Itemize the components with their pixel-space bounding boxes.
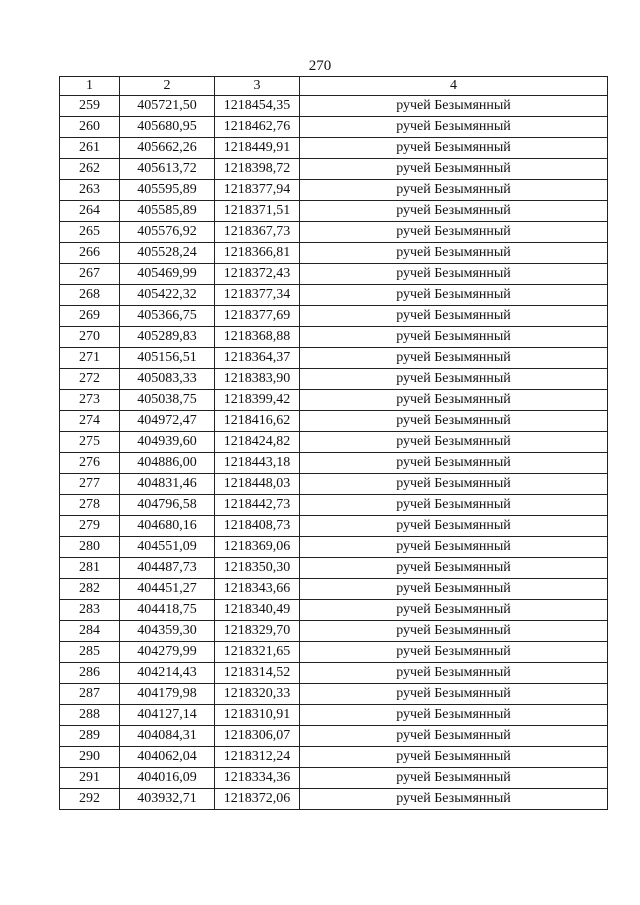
table-row (60, 453, 608, 474)
point-number-cell: 289 (60, 726, 120, 747)
page-number: 270 (308, 58, 332, 74)
object-name-cell: ручей Безымянный (300, 537, 608, 558)
point-number-cell: 277 (60, 474, 120, 495)
table-row (60, 432, 608, 453)
y-coordinate-cell: 1218448,03 (215, 474, 300, 495)
y-coordinate-cell: 1218329,70 (215, 621, 300, 642)
table-row (60, 327, 608, 348)
y-coordinate-cell: 1218377,69 (215, 306, 300, 327)
y-coordinate-cell: 1218443,18 (215, 453, 300, 474)
y-coordinate-cell: 1218334,36 (215, 768, 300, 789)
x-coordinate-cell: 405366,75 (120, 306, 215, 327)
object-name-cell: ручей Безымянный (300, 96, 608, 117)
object-name-cell: ручей Безымянный (300, 684, 608, 705)
table-row (60, 600, 608, 621)
object-name-cell: ручей Безымянный (300, 411, 608, 432)
x-coordinate-cell: 404680,16 (120, 516, 215, 537)
y-coordinate-cell: 1218364,37 (215, 348, 300, 369)
y-coordinate-cell: 1218399,42 (215, 390, 300, 411)
point-number-cell: 275 (60, 432, 120, 453)
table-body (60, 96, 608, 810)
y-coordinate-cell: 1218310,91 (215, 705, 300, 726)
table-row (60, 264, 608, 285)
column-header-4: 4 (300, 77, 608, 96)
table-row (60, 369, 608, 390)
object-name-cell: ручей Безымянный (300, 726, 608, 747)
point-number-cell: 273 (60, 390, 120, 411)
point-number-cell: 271 (60, 348, 120, 369)
y-coordinate-cell: 1218312,24 (215, 747, 300, 768)
x-coordinate-cell: 404972,47 (120, 411, 215, 432)
table-row (60, 243, 608, 264)
table-row (60, 96, 608, 117)
y-coordinate-cell: 1218383,90 (215, 369, 300, 390)
point-number-cell: 267 (60, 264, 120, 285)
y-coordinate-cell: 1218454,35 (215, 96, 300, 117)
table-row (60, 222, 608, 243)
object-name-cell: ручей Безымянный (300, 642, 608, 663)
table-row (60, 495, 608, 516)
y-coordinate-cell: 1218442,73 (215, 495, 300, 516)
table-row (60, 621, 608, 642)
table-row (60, 663, 608, 684)
table-row (60, 558, 608, 579)
table-row (60, 789, 608, 810)
object-name-cell: ручей Безымянный (300, 306, 608, 327)
object-name-cell: ручей Безымянный (300, 516, 608, 537)
y-coordinate-cell: 1218372,43 (215, 264, 300, 285)
object-name-cell: ручей Безымянный (300, 621, 608, 642)
point-number-cell: 279 (60, 516, 120, 537)
object-name-cell: ручей Безымянный (300, 579, 608, 600)
object-name-cell: ручей Безымянный (300, 180, 608, 201)
point-number-cell: 264 (60, 201, 120, 222)
y-coordinate-cell: 1218367,73 (215, 222, 300, 243)
point-number-cell: 291 (60, 768, 120, 789)
point-number-cell: 276 (60, 453, 120, 474)
table-row (60, 768, 608, 789)
y-coordinate-cell: 1218424,82 (215, 432, 300, 453)
table-row (60, 684, 608, 705)
object-name-cell: ручей Безымянный (300, 432, 608, 453)
object-name-cell: ручей Безымянный (300, 348, 608, 369)
y-coordinate-cell: 1218320,33 (215, 684, 300, 705)
x-coordinate-cell: 405469,99 (120, 264, 215, 285)
y-coordinate-cell: 1218368,88 (215, 327, 300, 348)
object-name-cell: ручей Безымянный (300, 705, 608, 726)
x-coordinate-cell: 404418,75 (120, 600, 215, 621)
table-row (60, 138, 608, 159)
point-number-cell: 260 (60, 117, 120, 138)
y-coordinate-cell: 1218314,52 (215, 663, 300, 684)
object-name-cell: ручей Безымянный (300, 747, 608, 768)
point-number-cell: 269 (60, 306, 120, 327)
table-row (60, 201, 608, 222)
table-row (60, 348, 608, 369)
table-row (60, 180, 608, 201)
x-coordinate-cell: 405595,89 (120, 180, 215, 201)
table-row (60, 537, 608, 558)
point-number-cell: 261 (60, 138, 120, 159)
point-number-cell: 288 (60, 705, 120, 726)
y-coordinate-cell: 1218366,81 (215, 243, 300, 264)
y-coordinate-cell: 1218371,51 (215, 201, 300, 222)
object-name-cell: ручей Безымянный (300, 789, 608, 810)
y-coordinate-cell: 1218449,91 (215, 138, 300, 159)
x-coordinate-cell: 404359,30 (120, 621, 215, 642)
point-number-cell: 280 (60, 537, 120, 558)
point-number-cell: 283 (60, 600, 120, 621)
point-number-cell: 285 (60, 642, 120, 663)
x-coordinate-cell: 404084,31 (120, 726, 215, 747)
x-coordinate-cell: 405083,33 (120, 369, 215, 390)
y-coordinate-cell: 1218369,06 (215, 537, 300, 558)
y-coordinate-cell: 1218408,73 (215, 516, 300, 537)
object-name-cell: ручей Безымянный (300, 663, 608, 684)
coordinates-table (59, 76, 608, 810)
point-number-cell: 282 (60, 579, 120, 600)
table-row (60, 117, 608, 138)
object-name-cell: ручей Безымянный (300, 558, 608, 579)
y-coordinate-cell: 1218416,62 (215, 411, 300, 432)
object-name-cell: ручей Безымянный (300, 138, 608, 159)
x-coordinate-cell: 404886,00 (120, 453, 215, 474)
object-name-cell: ручей Безымянный (300, 600, 608, 621)
y-coordinate-cell: 1218343,66 (215, 579, 300, 600)
point-number-cell: 281 (60, 558, 120, 579)
x-coordinate-cell: 404831,46 (120, 474, 215, 495)
column-header-3: 3 (215, 77, 300, 96)
object-name-cell: ручей Безымянный (300, 264, 608, 285)
point-number-cell: 292 (60, 789, 120, 810)
point-number-cell: 266 (60, 243, 120, 264)
table-row (60, 390, 608, 411)
x-coordinate-cell: 405576,92 (120, 222, 215, 243)
x-coordinate-cell: 404179,98 (120, 684, 215, 705)
x-coordinate-cell: 404214,43 (120, 663, 215, 684)
x-coordinate-cell: 405156,51 (120, 348, 215, 369)
column-header-1: 1 (60, 77, 120, 96)
object-name-cell: ручей Безымянный (300, 159, 608, 180)
table-row (60, 726, 608, 747)
x-coordinate-cell: 405613,72 (120, 159, 215, 180)
x-coordinate-cell: 405680,95 (120, 117, 215, 138)
y-coordinate-cell: 1218377,94 (215, 180, 300, 201)
x-coordinate-cell: 404127,14 (120, 705, 215, 726)
object-name-cell: ручей Безымянный (300, 222, 608, 243)
table-row (60, 474, 608, 495)
x-coordinate-cell: 405585,89 (120, 201, 215, 222)
table-row (60, 747, 608, 768)
x-coordinate-cell: 405289,83 (120, 327, 215, 348)
object-name-cell: ручей Безымянный (300, 201, 608, 222)
x-coordinate-cell: 404016,09 (120, 768, 215, 789)
x-coordinate-cell: 404796,58 (120, 495, 215, 516)
point-number-cell: 272 (60, 369, 120, 390)
point-number-cell: 278 (60, 495, 120, 516)
x-coordinate-cell: 405721,50 (120, 96, 215, 117)
table-row (60, 579, 608, 600)
object-name-cell: ручей Безымянный (300, 243, 608, 264)
x-coordinate-cell: 404939,60 (120, 432, 215, 453)
x-coordinate-cell: 404451,27 (120, 579, 215, 600)
table-row (60, 516, 608, 537)
point-number-cell: 270 (60, 327, 120, 348)
y-coordinate-cell: 1218340,49 (215, 600, 300, 621)
table-row (60, 285, 608, 306)
x-coordinate-cell: 405528,24 (120, 243, 215, 264)
point-number-cell: 265 (60, 222, 120, 243)
table-row (60, 705, 608, 726)
point-number-cell: 268 (60, 285, 120, 306)
point-number-cell: 274 (60, 411, 120, 432)
object-name-cell: ручей Безымянный (300, 369, 608, 390)
y-coordinate-cell: 1218372,06 (215, 789, 300, 810)
object-name-cell: ручей Безымянный (300, 285, 608, 306)
table-row (60, 642, 608, 663)
table-row (60, 306, 608, 327)
x-coordinate-cell: 404487,73 (120, 558, 215, 579)
object-name-cell: ручей Безымянный (300, 390, 608, 411)
column-header-2: 2 (120, 77, 215, 96)
y-coordinate-cell: 1218321,65 (215, 642, 300, 663)
point-number-cell: 263 (60, 180, 120, 201)
y-coordinate-cell: 1218350,30 (215, 558, 300, 579)
y-coordinate-cell: 1218377,34 (215, 285, 300, 306)
x-coordinate-cell: 405422,32 (120, 285, 215, 306)
table-row (60, 411, 608, 432)
x-coordinate-cell: 403932,71 (120, 789, 215, 810)
point-number-cell: 290 (60, 747, 120, 768)
x-coordinate-cell: 404551,09 (120, 537, 215, 558)
point-number-cell: 287 (60, 684, 120, 705)
object-name-cell: ручей Безымянный (300, 117, 608, 138)
x-coordinate-cell: 404062,04 (120, 747, 215, 768)
x-coordinate-cell: 404279,99 (120, 642, 215, 663)
x-coordinate-cell: 405662,26 (120, 138, 215, 159)
x-coordinate-cell: 405038,75 (120, 390, 215, 411)
point-number-cell: 262 (60, 159, 120, 180)
point-number-cell: 259 (60, 96, 120, 117)
point-number-cell: 286 (60, 663, 120, 684)
object-name-cell: ручей Безымянный (300, 495, 608, 516)
object-name-cell: ручей Безымянный (300, 768, 608, 789)
y-coordinate-cell: 1218462,76 (215, 117, 300, 138)
y-coordinate-cell: 1218398,72 (215, 159, 300, 180)
object-name-cell: ручей Безымянный (300, 453, 608, 474)
object-name-cell: ручей Безымянный (300, 474, 608, 495)
y-coordinate-cell: 1218306,07 (215, 726, 300, 747)
table-header-row (60, 77, 608, 96)
table-row (60, 159, 608, 180)
point-number-cell: 284 (60, 621, 120, 642)
object-name-cell: ручей Безымянный (300, 327, 608, 348)
